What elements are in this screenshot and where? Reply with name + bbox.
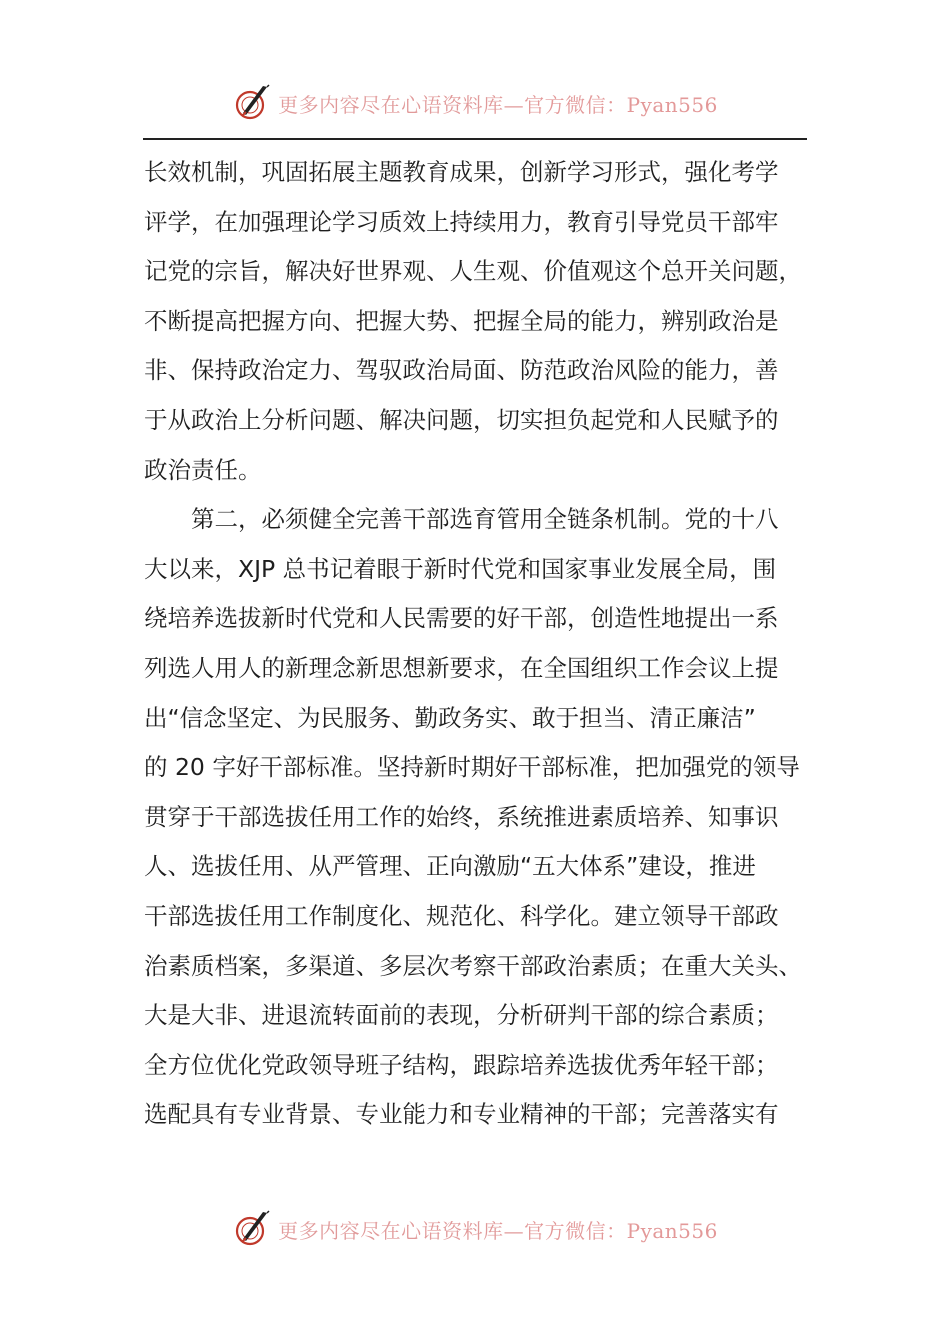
document-body [144, 148, 808, 1140]
footer-wechat-label: 官方微信： [524, 1218, 627, 1243]
text-line: 绕培养选拔新时代党和人民需要的好干部，创造性地提出一系 [144, 604, 779, 633]
text-line: 大以来，XJP 总书记着眼于新时代党和国家事业发展全局，围 [144, 554, 777, 583]
text-line: 出“信念坚定、为民服务、勤政务实、敢于担当、清正廉洁” [144, 703, 756, 732]
header-wechat-label: 官方微信： [524, 92, 627, 117]
text-line: 大是大非、进退流转面前的表现，分析研判干部的综合素质； [144, 1001, 779, 1030]
footer-dash: — [503, 1218, 525, 1243]
header-promo-text: 更多内容尽在心语资料库 [278, 92, 504, 117]
footer-promo [278, 1215, 718, 1244]
footer-wechat-id: Pyan556 [626, 1218, 718, 1243]
footer-banner [0, 1209, 950, 1249]
text-line: 于从政治上分析问题、解决问题，切实担负起党和人民赋予的 [144, 405, 779, 434]
text-line: 人、选拔任用、从严管理、正向激励“五大体系”建设，推进 [144, 852, 756, 881]
text-line: 政治责任。 [144, 455, 262, 484]
text-line: 贯穿于干部选拔任用工作的始终，系统推进素质培养、知事识 [144, 802, 779, 831]
header-banner [0, 83, 950, 123]
quill-pen-icon [232, 1209, 272, 1249]
header-promo [278, 89, 718, 118]
text-line: 不断提高把握方向、把握大势、把握全局的能力，辨别政治是 [144, 306, 779, 335]
header-dash: — [503, 92, 525, 117]
text-line: 记党的宗旨，解决好世界观、人生观、价值观这个总开关问题， [144, 257, 802, 286]
footer-promo-text: 更多内容尽在心语资料库 [278, 1218, 504, 1243]
text-line: 第二，必须健全完善干部选育管用全链条机制。党的十八 [144, 505, 779, 534]
text-line: 全方位优化党政领导班子结构，跟踪培养选拔优秀年轻干部； [144, 1050, 779, 1079]
text-line: 评学，在加强理论学习质效上持续用力，教育引导党员干部牢 [144, 207, 779, 236]
text-line: 的 20 字好干部标准。坚持新时期好干部标准，把加强党的领导 [144, 753, 800, 782]
text-line: 选配具有专业背景、专业能力和专业精神的干部；完善落实有 [144, 1100, 779, 1129]
quill-pen-icon [232, 83, 272, 123]
text-line: 治素质档案，多渠道、多层次考察干部政治素质；在重大关头、 [144, 951, 802, 980]
header-divider [143, 138, 807, 140]
text-line: 列选人用人的新理念新思想新要求，在全国组织工作会议上提 [144, 653, 779, 682]
text-line: 长效机制，巩固拓展主题教育成果，创新学习形式，强化考学 [144, 158, 779, 186]
text-line: 干部选拔任用工作制度化、规范化、科学化。建立领导干部政 [144, 901, 779, 930]
header-wechat-id: Pyan556 [626, 92, 718, 117]
text-line: 非、保持政治定力、驾驭政治局面、防范政治风险的能力，善 [144, 356, 779, 385]
